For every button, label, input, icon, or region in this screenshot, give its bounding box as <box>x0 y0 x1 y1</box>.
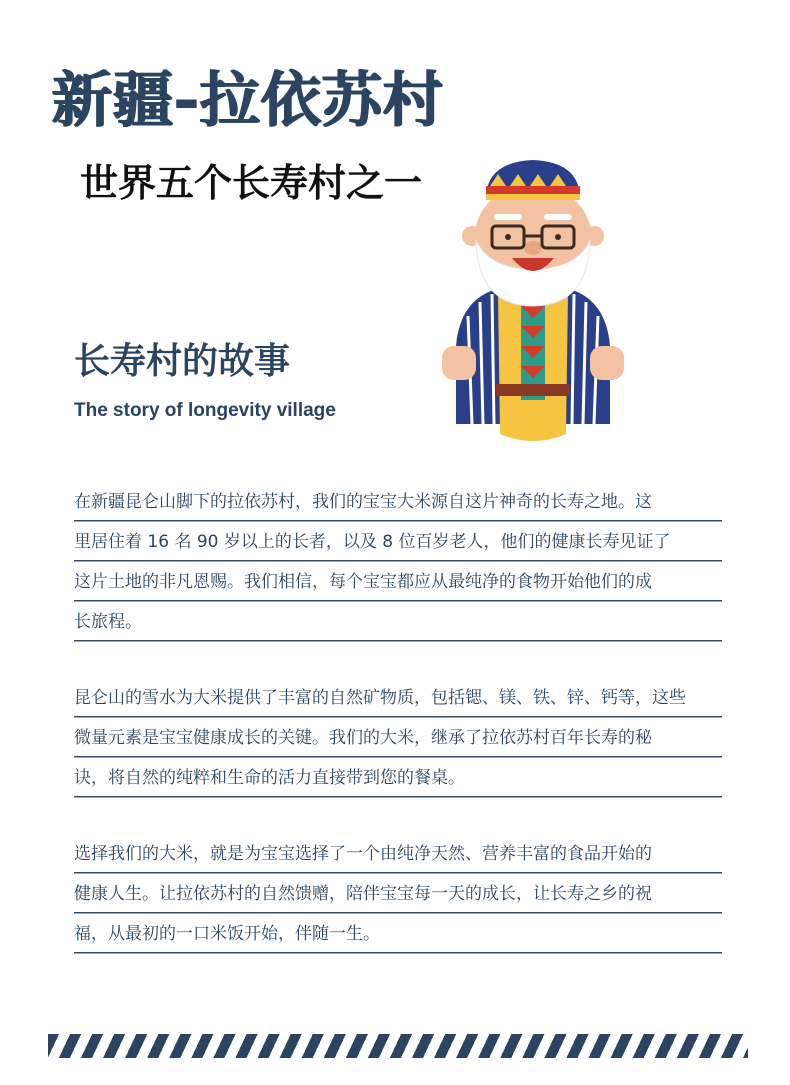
decorative-stripe-band <box>48 1034 748 1058</box>
story-paragraph-1 <box>74 482 722 642</box>
story-heading: 长寿村的故事 <box>74 341 291 382</box>
page-title: 新疆-拉依苏村 <box>52 66 444 136</box>
story-paragraph-3 <box>74 834 722 954</box>
paragraph-line: 里居住着 16 名 90 岁以上的长者，以及 8 位百岁老人，他们的健康长寿见证了 <box>74 522 722 562</box>
paragraph-line: 福，从最初的一口米饭开始，伴随一生。 <box>74 914 722 954</box>
page-subtitle: 世界五个长寿村之一 <box>80 161 423 205</box>
paragraph-line: 健康人生。让拉依苏村的自然馈赠，陪伴宝宝每一天的成长，让长寿之乡的祝 <box>74 874 722 914</box>
paragraph-line: 昆仑山的雪水为大米提供了丰富的自然矿物质，包括锶、镁、铁、锌、钙等，这些 <box>74 678 722 718</box>
story-paragraph-2 <box>74 678 722 798</box>
elderly-man-illustration <box>438 156 628 444</box>
paragraph-line: 微量元素是宝宝健康成长的关键。我们的大米，继承了拉依苏村百年长寿的秘 <box>74 718 722 758</box>
paragraph-line: 诀，将自然的纯粹和生命的活力直接带到您的餐桌。 <box>74 758 722 798</box>
story-subheading: The story of longevity village <box>74 400 336 421</box>
paragraph-line: 这片土地的非凡恩赐。我们相信，每个宝宝都应从最纯净的食物开始他们的成 <box>74 562 722 602</box>
paragraph-line: 在新疆昆仑山脚下的拉依苏村，我们的宝宝大米源自这片神奇的长寿之地。这 <box>74 482 722 522</box>
paragraph-line: 长旅程。 <box>74 602 722 642</box>
paragraph-line: 选择我们的大米，就是为宝宝选择了一个由纯净天然、营养丰富的食品开始的 <box>74 834 722 874</box>
